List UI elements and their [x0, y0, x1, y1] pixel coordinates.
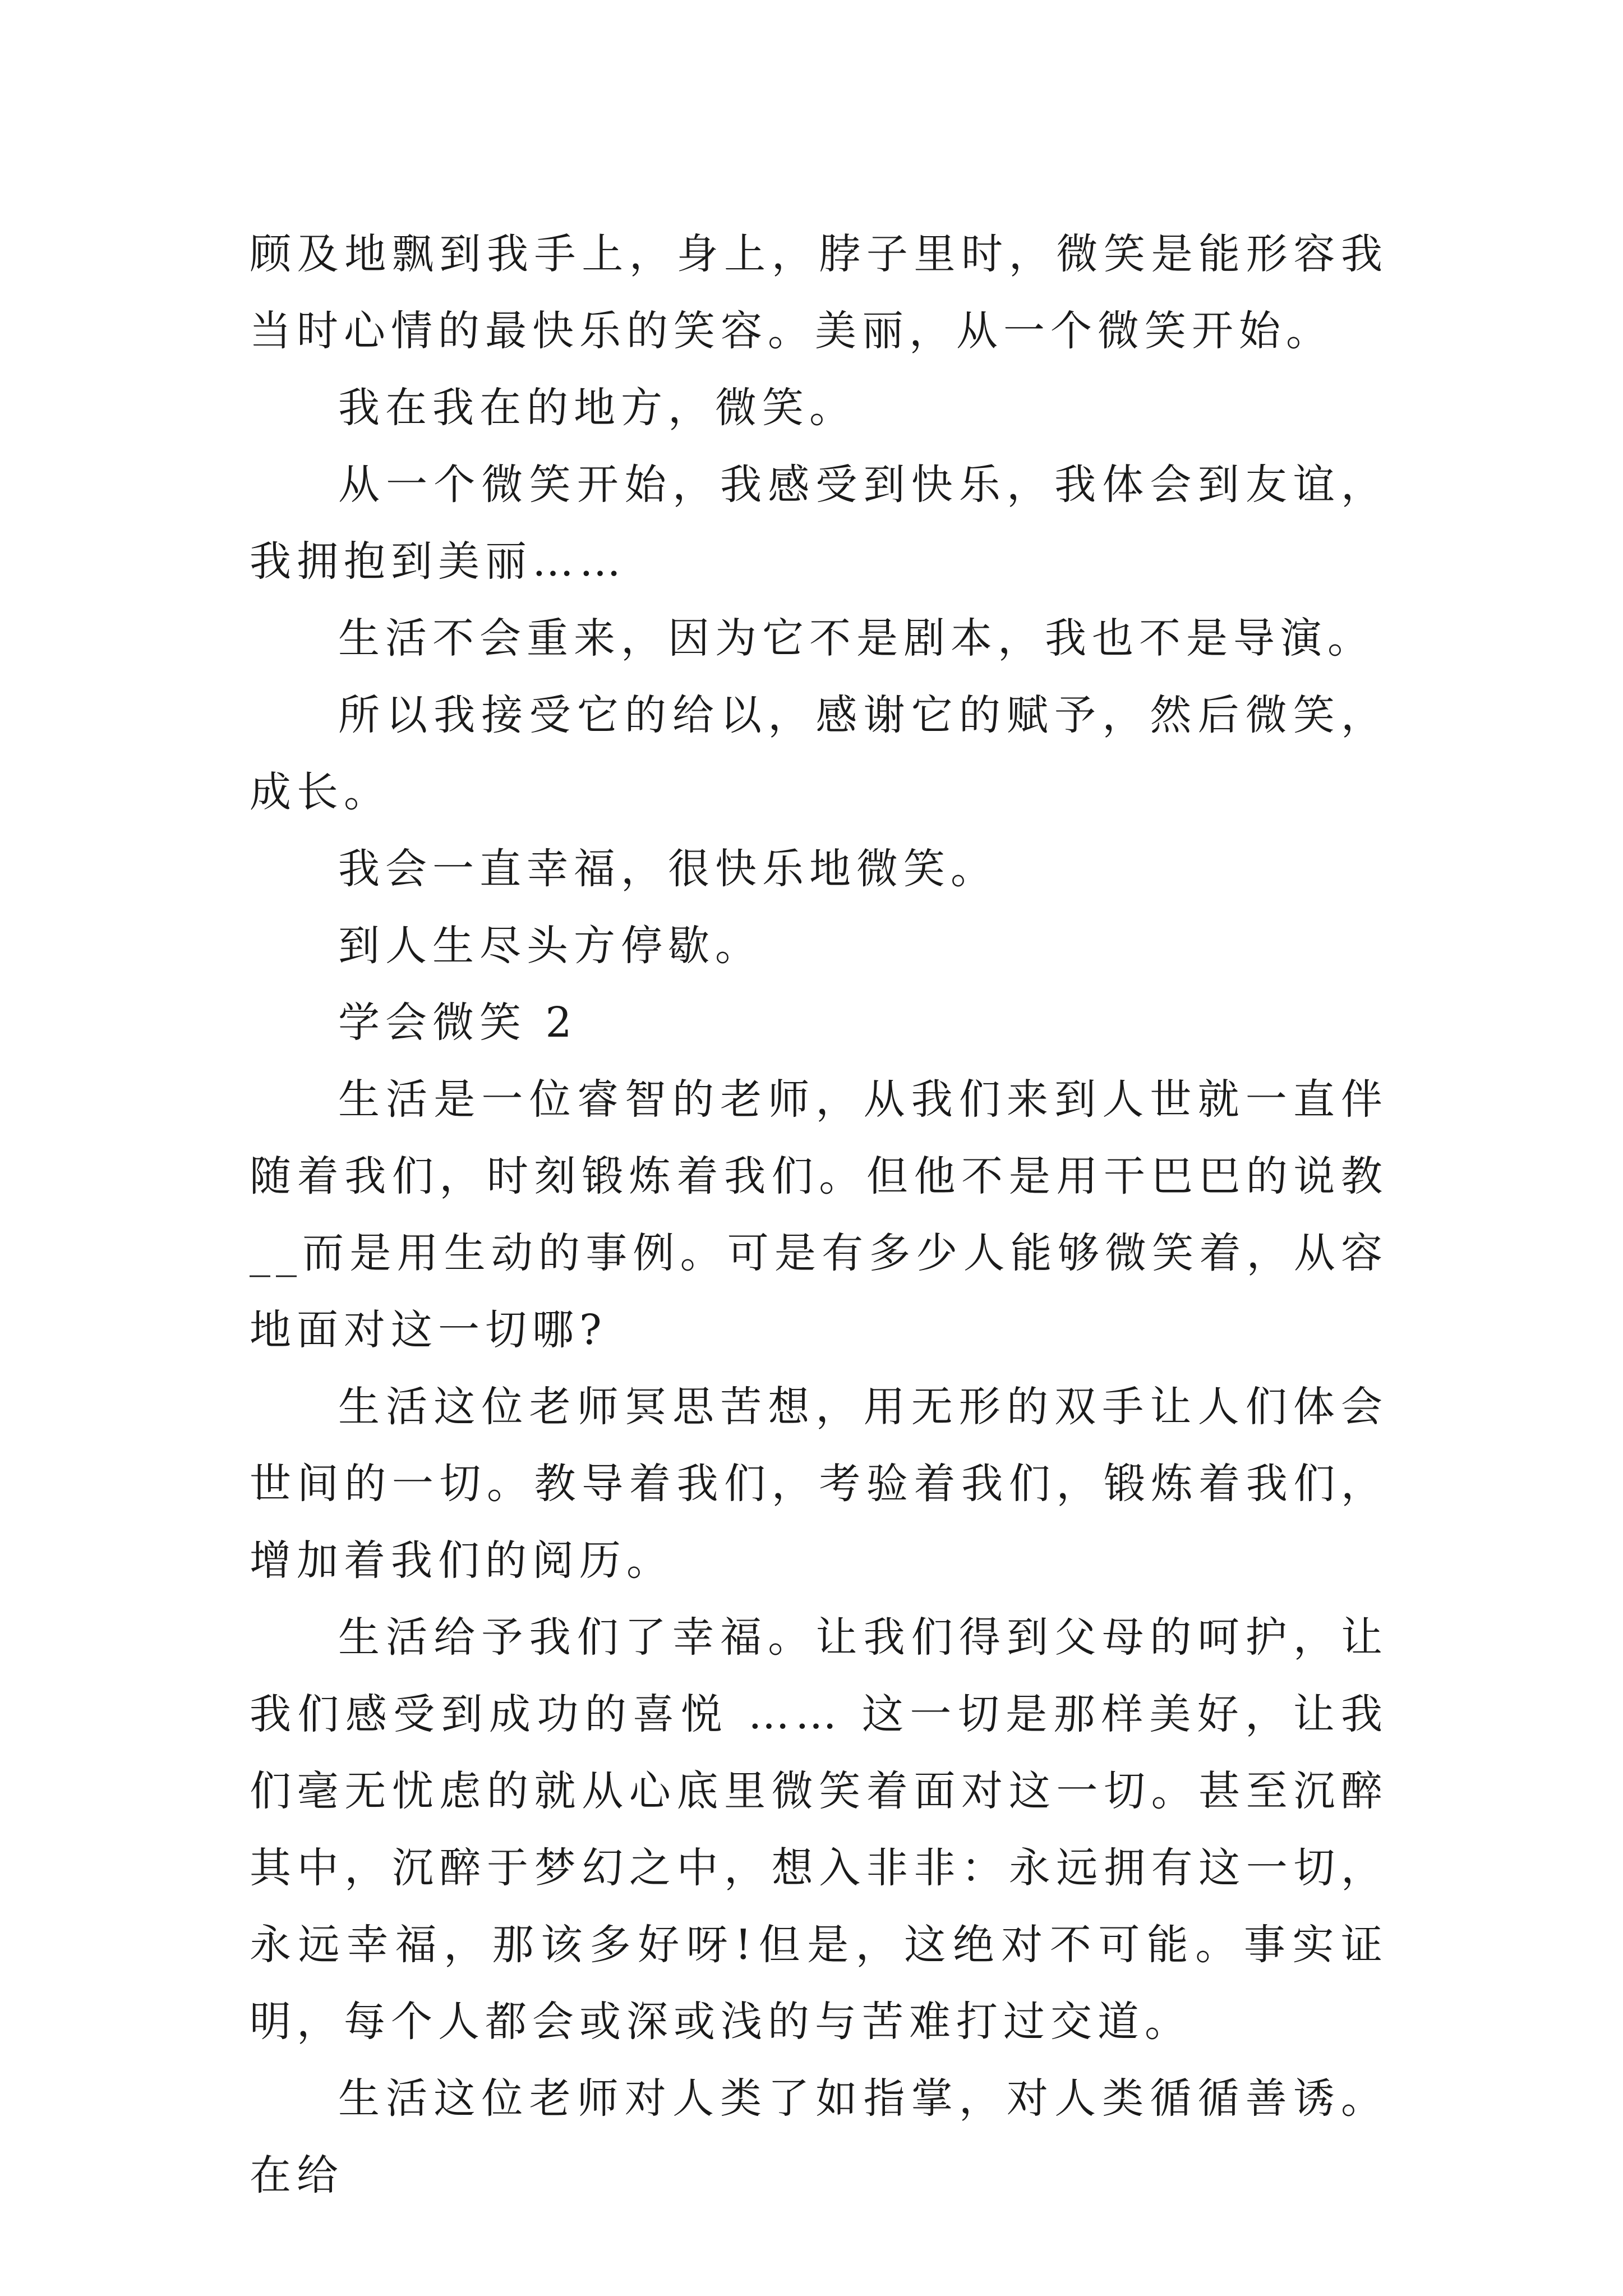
document-body: [250, 216, 1388, 2214]
paragraph: 生活给予我们了幸福。让我们得到父母的呵护，让我们感受到成功的喜悦 …… 这一切是那样美好，让我们毫无忧虑的就从心底里微笑着面对这一切。甚至沉醉其中，沉醉于梦幻之中，想入非非：永远拥有这一切，永远幸福，那该多好呀!但是，这绝对不可能。事实证明，每个人都会或深或浅的与苦难打过交道。: [250, 1613, 1388, 2046]
section-heading: 学会微笑 2: [338, 999, 578, 1047]
paragraph: 所以我接受它的给以，感谢它的赋予，然后微笑，成长。: [250, 691, 1388, 816]
paragraph: 生活这位老师冥思苦想，用无形的双手让人们体会世间的一切。教导着我们，考验着我们，锻炼着我们，增加着我们的阅历。: [250, 1383, 1388, 1585]
paragraph: 顾及地飘到我手上，身上，脖子里时，微笑是能形容我当时心情的最快乐的笑容。美丽，从一个微笑开始。: [250, 230, 1388, 355]
paragraph: 我在我在的地方，微笑。: [338, 384, 856, 432]
paragraph: 生活是一位睿智的老师，从我们来到人世就一直伴随着我们，时刻锻炼着我们。但他不是用干巴巴的说教__而是用生动的事例。可是有多少人能够微笑着，从容地面对这一切哪?: [250, 1075, 1388, 1354]
paragraph: 到人生尽头方停歇。: [338, 922, 762, 970]
paragraph: 从一个微笑开始，我感受到快乐，我体会到友谊，我拥抱到美丽……: [250, 461, 1388, 586]
paragraph: 生活不会重来，因为它不是剧本，我也不是导演。: [338, 614, 1375, 662]
paragraph: 我会一直幸福，很快乐地微笑。: [338, 845, 998, 893]
paragraph: 生活这位老师对人类了如指掌，对人类循循善诱。在给: [250, 2074, 1388, 2200]
